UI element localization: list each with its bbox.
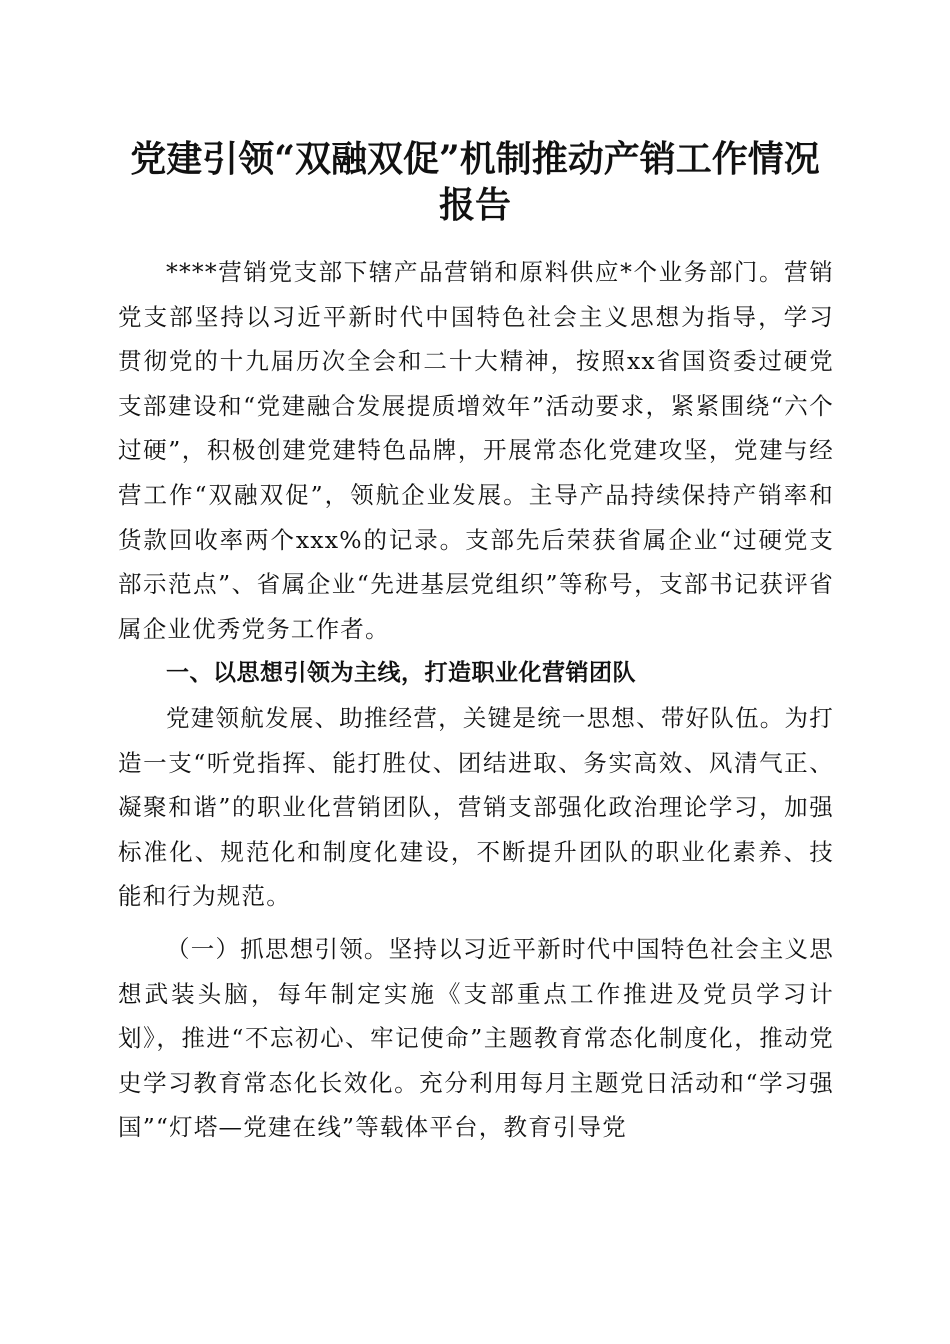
document-title-line-2: 报告 xyxy=(438,184,511,226)
section-1-paragraph: 党建领航发展、助推经营，关键是统一思想、带好队伍。为打造一支“听党指挥、能打胜仗、团结进取、务实高效、风清气正、凝聚和谐”的职业化营销团队，营销支部强化政治理论学习，加强标准化、规范化和制度化建设，不断提升团队的职业化素养、技能和行为规范。 xyxy=(118,703,834,911)
intro-paragraph: ****营销党支部下辖产品营销和原料供应*个业务部门。营销党支部坚持以习近平新时代中国特色社会主义思想为指导，学习贯彻党的十九届历次全会和二十大精神，按照xx省国资委过硬党支部建设和“党建融合发展提质增效年”活动要求，紧紧围绕“六个过硬”，积极创建党建特色品牌，开展常态化党建攻坚，党建与经营工作“双融双促”，领航企业发展。主导产品持续保持产销率和货款回收率两个xxx%的记录。支部先后荣获省属企业“过硬党支部示范点”、省属企业“先进基层党组织”等称号，支部书记获评省属企业优秀党务工作者。 xyxy=(118,258,834,643)
document-body xyxy=(118,250,834,1150)
subsection-1-paragraph: （一）抓思想引领。坚持以习近平新时代中国特色社会主义思想武装头脑，每年制定实施《支部重点工作推进及党员学习计划》，推进“不忘初心、牢记使命”主题教育常态化制度化，推动党史学习教育常态化长效化。充分利用每月主题党日活动和“学习强国”“灯塔—党建在线”等载体平台，教育引导党 xyxy=(118,934,834,1142)
section-heading-1: 一、以思想引领为主线，打造职业化营销团队 xyxy=(166,660,636,687)
document-title-line-1: 党建引领“双融双促”机制推动产销工作情况 xyxy=(130,138,820,180)
